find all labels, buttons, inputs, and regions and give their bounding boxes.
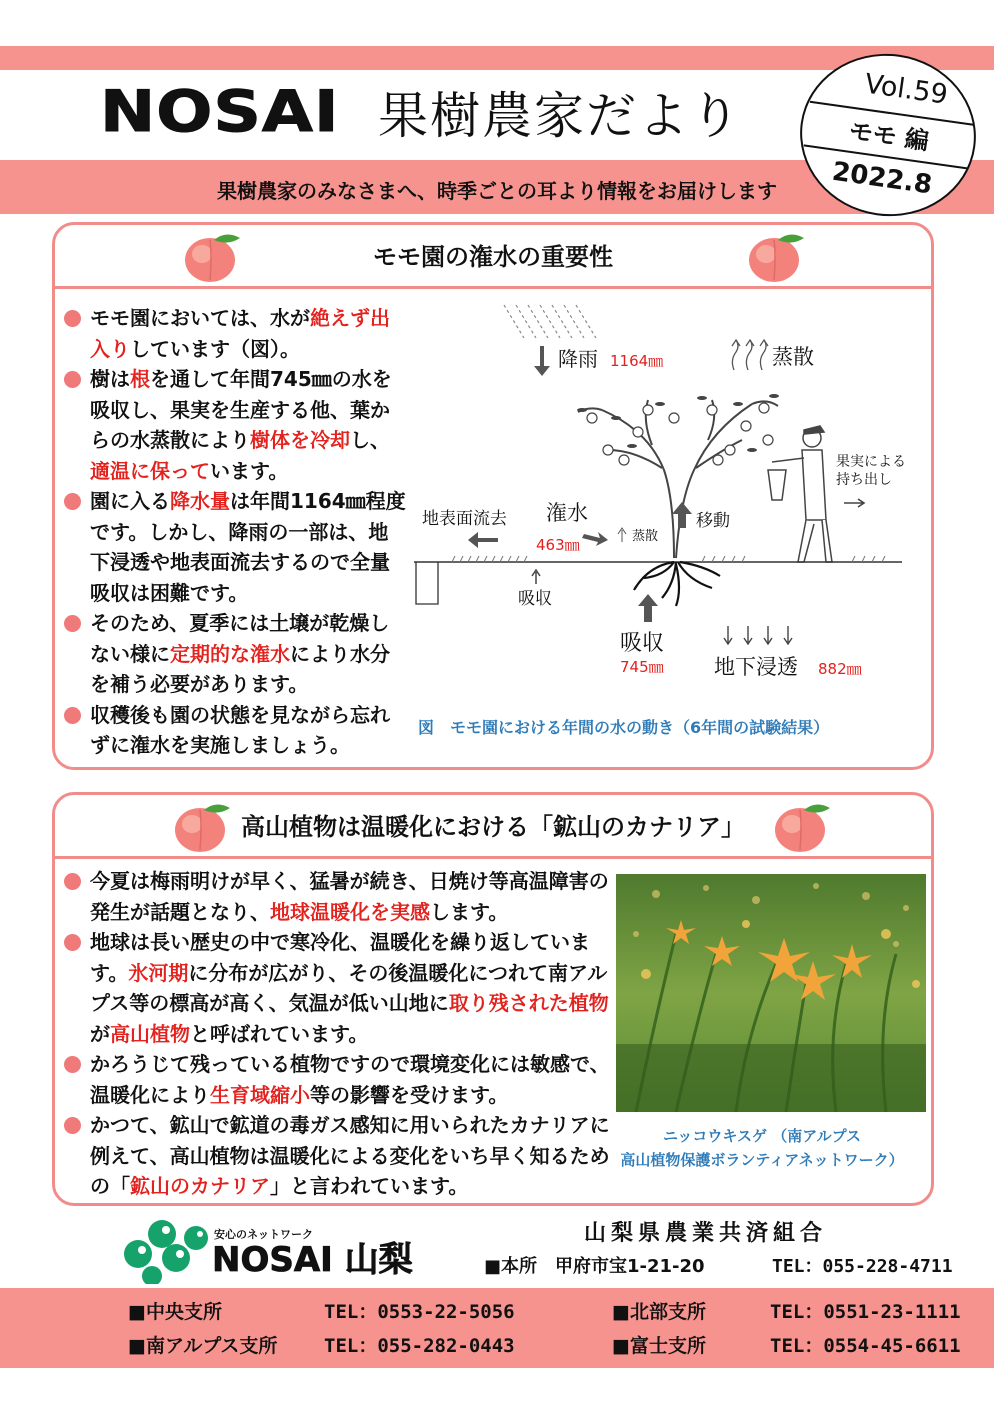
bullet-dot-icon	[64, 310, 81, 327]
branch-name: ■北部支所	[612, 1301, 706, 1323]
highlight-text: 樹体を冷却	[250, 428, 350, 452]
irrigation-arrow	[582, 532, 608, 546]
small-evap-label: 蒸散	[632, 529, 659, 544]
infiltration-value: 882㎜	[818, 660, 862, 678]
absorb-small-label: 吸収	[518, 589, 552, 609]
infiltration-arrows	[724, 626, 792, 644]
bullet-text: により水分を補う必要があります。	[90, 641, 390, 696]
head-office-address: ■本所 甲府市宝1-21-20	[484, 1256, 705, 1277]
runoff-label: 地表面流去	[422, 509, 507, 529]
bullet-text: します。	[430, 899, 509, 924]
runoff-arrow	[468, 532, 498, 548]
bullet-text: を通して年間745㎜の水を吸収し、果実を生産する他、葉からの水蒸散により	[90, 367, 392, 452]
bullet-text: 地球は長い歴史の中で寒冷化、温暖化を繰り返しています。	[90, 930, 590, 985]
highlight-text: 地球温暖化を実感	[270, 899, 430, 924]
absorb-small-arrow	[532, 570, 540, 584]
ditch	[416, 562, 438, 604]
small-evap-arrow	[618, 528, 626, 542]
issue-date: 2022.8	[830, 156, 934, 201]
water-movement-diagram	[412, 300, 912, 700]
branch-tel: TEL：0551-23-1111	[770, 1301, 961, 1323]
bullet-text: に分布が広がり、その後温暖化につれて南アルプス等の標高が高く、気温が低い山地に	[90, 960, 608, 1015]
peach-icon	[182, 228, 242, 284]
bullet-text: 」と言われています。	[270, 1174, 469, 1198]
farmer-figure	[768, 426, 832, 562]
photo-caption-line-1: ニッコウキスゲ （南アルプス	[662, 1127, 862, 1145]
organization-name: 山梨県農業共済組合	[584, 1221, 828, 1246]
branch-minami-alps	[128, 1331, 515, 1358]
peach-icon	[772, 798, 832, 854]
irrigation-label: 潅水	[546, 501, 588, 525]
absorb-value: 745㎜	[620, 658, 664, 676]
evaporation-label: 蒸散	[772, 345, 814, 369]
highlight-text: 氷河期	[128, 960, 189, 985]
peach-icon	[172, 798, 232, 854]
bullet-dot-icon	[64, 873, 81, 890]
newsletter-subtitle: 果樹農家のみなさまへ、時季ごとの耳より情報をお届けします	[217, 179, 777, 203]
branch-chuo	[128, 1297, 515, 1324]
irrigation-bullet-list	[60, 303, 408, 761]
bullet-text: 等の影響を受けます。	[310, 1082, 509, 1107]
evaporation-arrows	[732, 340, 768, 370]
peach-icon	[746, 228, 806, 284]
bullet-text: そのため、夏季には土壌が乾燥しない様に	[90, 611, 390, 666]
daylily-photo-art	[616, 874, 926, 1112]
absorb-label: 吸収	[620, 631, 665, 656]
bullet-item	[60, 486, 408, 608]
newsletter-title: 果樹農家だより	[378, 87, 742, 145]
bullet-item	[60, 1049, 612, 1110]
volume-number: Vol.59	[862, 68, 950, 111]
bullet-text: し、	[350, 428, 390, 452]
fruit-out-label-2: 持ち出し	[836, 472, 892, 488]
photo-caption	[612, 1124, 912, 1172]
bullet-text: かろうじて残っている植物ですので環境変化には敏感で、温暖化により	[90, 1052, 610, 1107]
branch-name: ■富士支所	[612, 1335, 706, 1357]
bullet-dot-icon	[64, 493, 81, 510]
highlight-text: 取り残された植物	[448, 991, 609, 1015]
branch-tel: TEL：0554-45-6611	[770, 1335, 961, 1357]
bullet-item	[60, 1110, 612, 1202]
bullet-item	[60, 866, 612, 927]
bullet-text: モモ園においては、水が	[90, 306, 310, 330]
bullet-dot-icon	[64, 707, 81, 724]
bullet-item	[60, 927, 612, 1049]
highlight-text: 定期的な潅水	[170, 641, 290, 666]
bullet-item	[60, 608, 408, 700]
movement-arrow	[672, 502, 692, 528]
tree-fruits	[587, 403, 773, 465]
section-title: モモ園の潅水の重要性	[373, 243, 613, 271]
figure-caption: 図 モモ園における年間の水の動き（6年間の試験結果）	[418, 718, 830, 737]
photo-caption-line-2: 高山植物保護ボランティアネットワーク）	[620, 1151, 904, 1169]
bullet-dot-icon	[64, 1056, 81, 1073]
bullet-text: かつて、鉱山で鉱道の毒ガス感知に用いられたカナリアに例えて、高山植物は温暖化による変化をいち早く知るための「	[90, 1113, 610, 1198]
nosai-logo: NOSAI	[100, 78, 340, 145]
bullet-text: は年間1164㎜程度です。しかし、降雨の一部は、地下浸透や地表面流去するので全量吸収は困難です。	[90, 489, 406, 605]
fruit-out-arrow	[844, 499, 864, 507]
branch-tel: TEL：055-282-0443	[324, 1335, 515, 1357]
head-office-tel: TEL：055-228-4711	[772, 1256, 953, 1277]
bullet-text: 収穫後も園の状態を見ながら忘れずに潅水を実施しましょう。	[90, 702, 390, 757]
highlight-text: 鉱山のカナリア	[130, 1174, 270, 1198]
branch-hokubu	[612, 1297, 961, 1324]
bullet-text: 樹は	[90, 367, 130, 391]
rain-label: 降雨	[558, 347, 598, 371]
bullet-item	[60, 303, 408, 364]
network-name: NOSAI 山梨	[212, 1240, 413, 1280]
alpine-bullet-list	[60, 866, 612, 1202]
section-title: 高山植物は温暖化における「鉱山のカナリア」	[241, 813, 745, 841]
bullet-item	[60, 700, 408, 761]
bullet-dot-icon	[64, 371, 81, 388]
fruit-out-label-1: 果実による	[836, 454, 906, 470]
highlight-text: 生育域縮小	[210, 1082, 310, 1107]
branch-fuji	[612, 1331, 961, 1358]
head-office	[484, 1252, 953, 1278]
highlight-text: 降水量	[170, 489, 230, 513]
branch-tel: TEL：0553-22-5056	[324, 1301, 515, 1323]
branch-name: ■中央支所	[128, 1301, 222, 1323]
absorb-arrow	[638, 594, 658, 622]
highlight-text: 高山植物	[110, 1021, 190, 1046]
bullet-dot-icon	[64, 1117, 81, 1134]
bullet-text: 今夏は梅雨明けが早く、猛暑が続き、日焼け等高温障害の発生が話題となり、	[90, 869, 609, 924]
bullet-dot-icon	[64, 934, 81, 951]
infiltration-label: 地下浸透	[714, 655, 798, 679]
bullet-item	[60, 364, 408, 486]
rain-lines	[504, 305, 596, 338]
bullet-text: います。	[210, 458, 289, 483]
rain-value: 1164㎜	[610, 352, 664, 370]
irrigation-value: 463㎜	[536, 536, 580, 554]
network-tagline: 安心のネットワーク	[214, 1228, 313, 1241]
edition-label: モモ 編	[804, 101, 975, 170]
bullet-text: しています（図）。	[130, 336, 300, 361]
bullet-text: 園に入る	[90, 489, 170, 513]
branch-name: ■南アルプス支所	[128, 1335, 278, 1357]
bullet-text: と呼ばれています。	[190, 1021, 369, 1046]
highlight-text: 絶えず出入り	[90, 306, 390, 361]
grass	[452, 556, 885, 562]
bullet-text: が	[90, 1021, 110, 1046]
movement-label: 移動	[696, 511, 730, 531]
highlight-text: 根	[130, 367, 150, 391]
highlight-text: 適温に保って	[90, 458, 210, 483]
daylily-photo	[616, 874, 926, 1112]
bullet-dot-icon	[64, 615, 81, 632]
rain-arrow	[534, 346, 550, 376]
